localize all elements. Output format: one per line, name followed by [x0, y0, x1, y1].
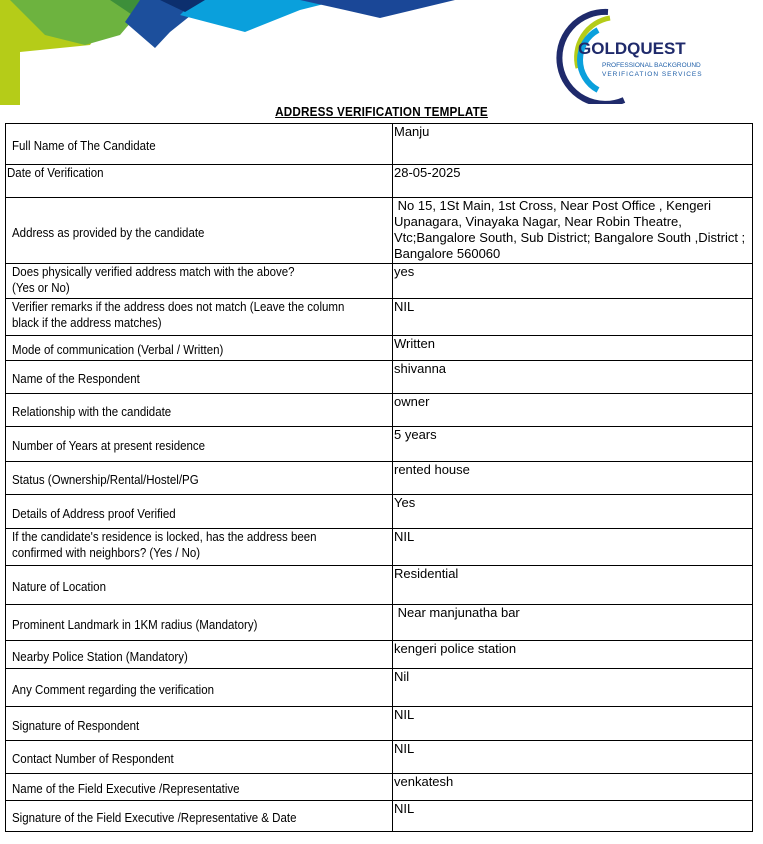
- field-label-cell: [6, 529, 393, 566]
- table-row: [6, 264, 753, 299]
- field-label-cell: [6, 605, 393, 641]
- table-row: [6, 394, 753, 427]
- field-value: Residential: [393, 566, 753, 605]
- field-label: Does physically verified address match with the above?: [12, 265, 295, 279]
- svg-text:VERIFICATION SERVICES: VERIFICATION SERVICES: [602, 71, 703, 78]
- field-label-line2: (Yes or No): [12, 281, 70, 295]
- field-label: Contact Number of Respondent: [12, 752, 174, 766]
- table-row: [6, 361, 753, 394]
- field-label-cell: [6, 394, 393, 427]
- field-label-cell: [6, 299, 393, 336]
- field-label-cell: [6, 741, 393, 774]
- field-value: Near manjunatha bar: [393, 605, 753, 641]
- table-row: [6, 669, 753, 707]
- table-row: [6, 427, 753, 462]
- field-label-cell: [6, 361, 393, 394]
- field-label: Any Comment regarding the verification: [12, 682, 214, 697]
- field-value: shivanna: [393, 361, 753, 394]
- table-row: [6, 198, 753, 264]
- field-label: Status (Ownership/Rental/Hostel/PG: [12, 473, 199, 487]
- field-label: Date of Verification: [7, 166, 104, 180]
- table-row: [6, 641, 753, 669]
- field-label: Relationship with the candidate: [12, 405, 172, 419]
- field-label: Nature of Location: [12, 580, 106, 594]
- field-value: NIL: [393, 299, 753, 336]
- field-label-cell: [6, 462, 393, 495]
- table-row: [6, 801, 753, 832]
- field-label-cell: [6, 124, 393, 165]
- field-value: NIL: [393, 801, 753, 832]
- field-value: kengeri police station: [393, 641, 753, 669]
- field-label: Full Name of The Candidate: [12, 139, 156, 153]
- table-row: [6, 774, 753, 801]
- field-label: If the candidate's residence is locked, has the address been: [12, 530, 317, 544]
- field-value: Nil: [393, 669, 753, 707]
- field-value: yes: [393, 264, 753, 299]
- field-value: 28-05-2025: [393, 165, 753, 198]
- field-label-cell: [6, 641, 393, 669]
- table-row: [6, 495, 753, 529]
- field-label-cell: [6, 669, 393, 707]
- svg-text:PROFESSIONAL BACKGROUND: PROFESSIONAL BACKGROUND: [602, 62, 701, 69]
- field-value: owner: [393, 394, 753, 427]
- table-row: [6, 566, 753, 605]
- table-row: [6, 124, 753, 165]
- field-label-cell: [6, 264, 393, 299]
- field-label-cell: [6, 801, 393, 832]
- field-label: Signature of the Field Executive /Representative & Date: [12, 811, 297, 825]
- field-label-cell: [6, 336, 393, 361]
- svg-text:GOLDQUEST: GOLDQUEST: [578, 39, 686, 58]
- table-row: [6, 741, 753, 774]
- field-value: NIL: [393, 741, 753, 774]
- field-label: Name of the Respondent: [12, 372, 140, 386]
- field-value: Manju: [393, 124, 753, 165]
- field-value: venkatesh: [393, 774, 753, 801]
- field-label: Verifier remarks if the address does not match (Leave the column: [12, 300, 345, 314]
- page-title: ADDRESS VERIFICATION TEMPLATE: [275, 104, 488, 119]
- table-row: [6, 299, 753, 336]
- field-label: Prominent Landmark in 1KM radius (Mandatory): [12, 617, 258, 632]
- field-value: No 15, 1St Main, 1st Cross, Near Post Office , Kengeri Upanagara, Vinayaka Nagar, Near Robin Theatre, Vtc;Bangalore South, Sub District; Bangalore South ,District ; Bangalore 560060: [393, 198, 753, 264]
- field-label: Number of Years at present residence: [12, 439, 206, 453]
- field-label: Signature of Respondent: [12, 718, 140, 733]
- field-value: NIL: [393, 707, 753, 741]
- field-label-line2: black if the address matches): [12, 316, 162, 330]
- table-row: [6, 165, 753, 198]
- field-label-cell: [6, 427, 393, 462]
- table-row: [6, 605, 753, 641]
- header-banner-graphic: [0, 0, 460, 105]
- address-verification-table: [5, 123, 753, 832]
- field-value: 5 years: [393, 427, 753, 462]
- field-label: Mode of communication (Verbal / Written): [12, 343, 224, 357]
- field-label-line2: confirmed with neighbors? (Yes / No): [12, 546, 201, 560]
- field-label-cell: [6, 707, 393, 741]
- field-label-cell: [6, 774, 393, 801]
- field-label-cell: [6, 198, 393, 264]
- field-label-cell: [6, 165, 393, 198]
- field-value: rented house: [393, 462, 753, 495]
- field-label: Details of Address proof Verified: [12, 506, 176, 521]
- field-value: Written: [393, 336, 753, 361]
- table-row: [6, 529, 753, 566]
- field-label: Address as provided by the candidate: [12, 225, 205, 240]
- table-row: [6, 707, 753, 741]
- field-value: Yes: [393, 495, 753, 529]
- field-label: Name of the Field Executive /Representative: [12, 782, 240, 796]
- field-label-cell: [6, 566, 393, 605]
- field-label-cell: [6, 495, 393, 529]
- goldquest-logo: [538, 8, 738, 104]
- field-value: NIL: [393, 529, 753, 566]
- table-row: [6, 462, 753, 495]
- field-label: Nearby Police Station (Mandatory): [12, 649, 188, 664]
- table-row: [6, 336, 753, 361]
